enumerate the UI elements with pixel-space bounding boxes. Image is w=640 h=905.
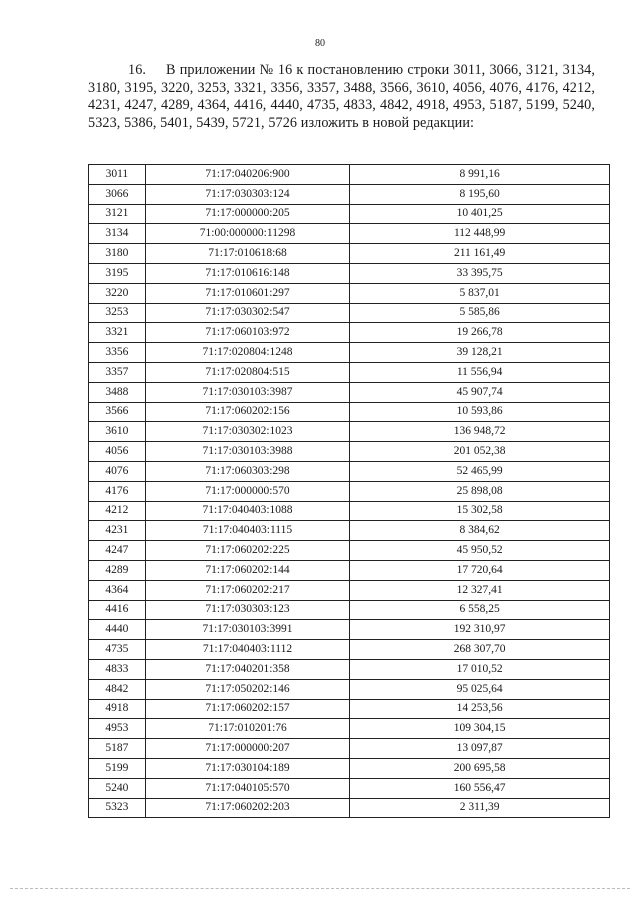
row-number-cell: 3321 (89, 323, 146, 343)
value-cell: 19 266,78 (350, 323, 610, 343)
table-row (89, 679, 610, 699)
value-cell: 160 556,47 (350, 778, 610, 798)
cadastral-number-cell: 71:17:060202:203 (145, 798, 349, 818)
value-cell: 13 097,87 (350, 739, 610, 759)
row-number-cell: 4833 (89, 659, 146, 679)
value-cell: 200 695,58 (350, 758, 610, 778)
cadastral-number-cell: 71:17:030103:3987 (145, 382, 349, 402)
table-row (89, 442, 610, 462)
row-number-cell: 3488 (89, 382, 146, 402)
cadastral-number-cell: 71:17:040105:570 (145, 778, 349, 798)
cadastral-number-cell: 71:17:050202:146 (145, 679, 349, 699)
table-body (89, 165, 610, 818)
cadastral-number-cell: 71:17:000000:570 (145, 481, 349, 501)
table-row (89, 323, 610, 343)
value-cell: 95 025,64 (350, 679, 610, 699)
item-number: 16. (128, 62, 147, 78)
cadastral-table (88, 164, 610, 818)
table-row (89, 402, 610, 422)
cadastral-number-cell: 71:17:010601:297 (145, 283, 349, 303)
cadastral-number-cell: 71:17:040403:1115 (145, 521, 349, 541)
value-cell: 136 948,72 (350, 422, 610, 442)
value-cell: 45 950,52 (350, 541, 610, 561)
table-row (89, 580, 610, 600)
value-cell: 5 837,01 (350, 283, 610, 303)
table-row (89, 244, 610, 264)
value-cell: 17 720,64 (350, 560, 610, 580)
row-number-cell: 3180 (89, 244, 146, 264)
row-number-cell: 3195 (89, 263, 146, 283)
cadastral-number-cell: 71:17:060202:157 (145, 699, 349, 719)
table-row (89, 362, 610, 382)
value-cell: 109 304,15 (350, 719, 610, 739)
intro-text: В приложении № 16 к постановлению строки 3011, 3066, 3121, 3134, 3180, 3195, 3220, 3253, 3321, 3356, 3357, 3488, 3566, 3610, 4056, 4076, 4176, 4212, 4231, 4247, 4289, 4364, 4416, 4440, 4735, 4833, 4842, 4918, 4953, 5187, 5199, 5240, 5323, 5386, 5401, 5439, 5721, 5726 изложить в новой редакции: (88, 62, 595, 131)
value-cell: 14 253,56 (350, 699, 610, 719)
row-number-cell: 4247 (89, 541, 146, 561)
row-number-cell: 4918 (89, 699, 146, 719)
row-number-cell: 3356 (89, 343, 146, 363)
cadastral-number-cell: 71:17:000000:205 (145, 204, 349, 224)
table-row (89, 461, 610, 481)
table-row (89, 184, 610, 204)
cadastral-number-cell: 71:17:060202:156 (145, 402, 349, 422)
table-row (89, 620, 610, 640)
table-row (89, 165, 610, 185)
table-row (89, 719, 610, 739)
value-cell: 211 161,49 (350, 244, 610, 264)
row-number-cell: 4231 (89, 521, 146, 541)
row-number-cell: 5199 (89, 758, 146, 778)
value-cell: 10 401,25 (350, 204, 610, 224)
table-row (89, 283, 610, 303)
value-cell: 8 195,60 (350, 184, 610, 204)
cadastral-number-cell: 71:17:030302:1023 (145, 422, 349, 442)
row-number-cell: 3220 (89, 283, 146, 303)
cadastral-number-cell: 71:17:040206:900 (145, 165, 349, 185)
row-number-cell: 4076 (89, 461, 146, 481)
table-row (89, 422, 610, 442)
cadastral-number-cell: 71:17:040403:1088 (145, 501, 349, 521)
table-row (89, 204, 610, 224)
value-cell: 2 311,39 (350, 798, 610, 818)
row-number-cell: 4842 (89, 679, 146, 699)
cadastral-number-cell: 71:17:030303:124 (145, 184, 349, 204)
value-cell: 112 448,99 (350, 224, 610, 244)
value-cell: 8 384,62 (350, 521, 610, 541)
row-number-cell: 4364 (89, 580, 146, 600)
value-cell: 12 327,41 (350, 580, 610, 600)
cadastral-number-cell: 71:17:030302:547 (145, 303, 349, 323)
row-number-cell: 4056 (89, 442, 146, 462)
row-number-cell: 4212 (89, 501, 146, 521)
cadastral-number-cell: 71:17:030103:3988 (145, 442, 349, 462)
value-cell: 25 898,08 (350, 481, 610, 501)
row-number-cell: 4289 (89, 560, 146, 580)
row-number-cell: 3011 (89, 165, 146, 185)
row-number-cell: 3066 (89, 184, 146, 204)
value-cell: 15 302,58 (350, 501, 610, 521)
cadastral-number-cell: 71:17:040201:358 (145, 659, 349, 679)
cadastral-number-cell: 71:17:060303:298 (145, 461, 349, 481)
cadastral-number-cell: 71:17:010201:76 (145, 719, 349, 739)
value-cell: 268 307,70 (350, 640, 610, 660)
cadastral-number-cell: 71:17:010618:68 (145, 244, 349, 264)
value-cell: 8 991,16 (350, 165, 610, 185)
table-row (89, 263, 610, 283)
table-row (89, 758, 610, 778)
table-row (89, 481, 610, 501)
table-row (89, 699, 610, 719)
value-cell: 33 395,75 (350, 263, 610, 283)
row-number-cell: 5187 (89, 739, 146, 759)
table-row (89, 521, 610, 541)
table-row (89, 343, 610, 363)
cadastral-number-cell: 71:17:010616:148 (145, 263, 349, 283)
value-cell: 5 585,86 (350, 303, 610, 323)
value-cell: 17 010,52 (350, 659, 610, 679)
table-row (89, 600, 610, 620)
row-number-cell: 3121 (89, 204, 146, 224)
cadastral-number-cell: 71:17:030303:123 (145, 600, 349, 620)
value-cell: 10 593,86 (350, 402, 610, 422)
value-cell: 11 556,94 (350, 362, 610, 382)
row-number-cell: 3253 (89, 303, 146, 323)
cadastral-number-cell: 71:17:030104:189 (145, 758, 349, 778)
cadastral-number-cell: 71:17:060202:225 (145, 541, 349, 561)
row-number-cell: 4735 (89, 640, 146, 660)
value-cell: 45 907,74 (350, 382, 610, 402)
cadastral-number-cell: 71:17:020804:515 (145, 362, 349, 382)
row-number-cell: 3566 (89, 402, 146, 422)
table-row (89, 303, 610, 323)
table-row (89, 382, 610, 402)
page-number: 80 (315, 38, 325, 49)
table-row (89, 640, 610, 660)
table-row (89, 224, 610, 244)
row-number-cell: 3357 (89, 362, 146, 382)
value-cell: 192 310,97 (350, 620, 610, 640)
intro-paragraph (88, 62, 595, 132)
row-number-cell: 5323 (89, 798, 146, 818)
cadastral-number-cell: 71:17:020804:1248 (145, 343, 349, 363)
cadastral-number-cell: 71:17:000000:207 (145, 739, 349, 759)
table-row (89, 739, 610, 759)
row-number-cell: 4440 (89, 620, 146, 640)
row-number-cell: 5240 (89, 778, 146, 798)
cadastral-number-cell: 71:17:060202:217 (145, 580, 349, 600)
table-row (89, 659, 610, 679)
table-row (89, 501, 610, 521)
row-number-cell: 3134 (89, 224, 146, 244)
row-number-cell: 4416 (89, 600, 146, 620)
cadastral-number-cell: 71:17:060103:972 (145, 323, 349, 343)
cadastral-number-cell: 71:17:060202:144 (145, 560, 349, 580)
cadastral-number-cell: 71:17:040403:1112 (145, 640, 349, 660)
row-number-cell: 4176 (89, 481, 146, 501)
value-cell: 6 558,25 (350, 600, 610, 620)
cadastral-number-cell: 71:17:030103:3991 (145, 620, 349, 640)
value-cell: 201 052,38 (350, 442, 610, 462)
cadastral-number-cell: 71:00:000000:11298 (145, 224, 349, 244)
footer-divider (10, 888, 630, 889)
table-row (89, 541, 610, 561)
table-row (89, 798, 610, 818)
row-number-cell: 4953 (89, 719, 146, 739)
value-cell: 52 465,99 (350, 461, 610, 481)
table-row (89, 778, 610, 798)
row-number-cell: 3610 (89, 422, 146, 442)
table-row (89, 560, 610, 580)
value-cell: 39 128,21 (350, 343, 610, 363)
